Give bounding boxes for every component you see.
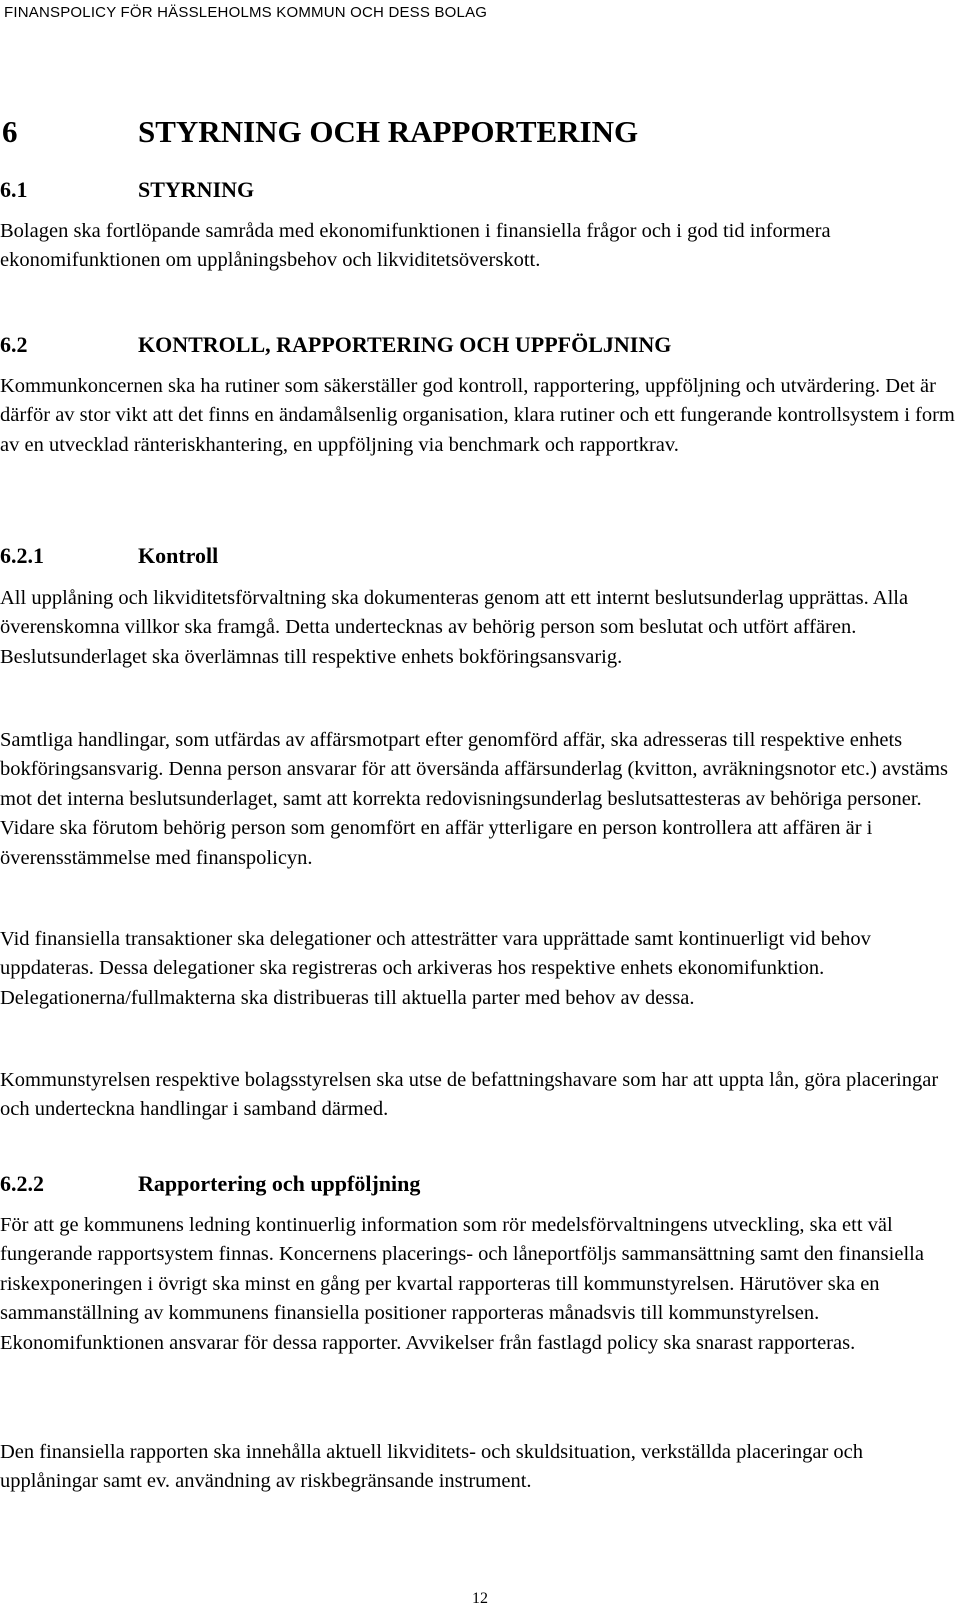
section-title: Rapportering och uppföljning xyxy=(138,1171,421,1196)
section-number: 6.2.1 xyxy=(0,543,44,568)
paragraph: All upplåning och likviditetsförvaltning ska dokumenteras genom att ett internt beslutsunderlag upprättas. Alla överenskomna villkor ska framgå. Detta undertecknas av behörig person som beslutat och utfört affären. Beslutsunderlaget ska överlämnas till respektive enhets bokföringsansvarig. xyxy=(0,587,909,668)
section-number: 6 xyxy=(2,114,18,149)
paragraph: Bolagen ska fortlöpande samråda med ekonomifunktionen i finansiella frågor och i god tid informera ekonomifunktionen om upplåningsbehov och likviditetsöverskott. xyxy=(0,220,831,272)
section-title: Kontroll xyxy=(138,543,219,568)
section-title: STYRNING xyxy=(138,177,255,202)
paragraph: Kommunstyrelsen respektive bolagsstyrelsen ska utse de befattningshavare som har att uppta lån, göra placeringar och underteckna handlingar i samband därmed. xyxy=(0,1069,939,1121)
page-number: 12 xyxy=(472,1590,488,1607)
section-number: 6.1 xyxy=(0,177,28,202)
paragraph: Vid finansiella transaktioner ska delegationer och attesträtter vara upprättade samt kontinuerligt vid behov uppdateras. Dessa delegationer ska registreras och arkiveras hos respektive enhets ekonomifunktion. Delegationerna/fullmakterna ska distribueras till aktuella parter med behov av dessa. xyxy=(0,928,871,1009)
paragraph: Den finansiella rapporten ska innehålla aktuell likviditets- och skuldsituation, verkställda placeringar och upplåningar samt ev. användning av riskbegränsande instrument. xyxy=(0,1441,864,1493)
section-number: 6.2 xyxy=(0,332,28,357)
section-number: 6.2.2 xyxy=(0,1171,44,1196)
paragraph: För att ge kommunens ledning kontinuerlig information som rör medelsförvaltningens utveckling, ska ett väl fungerande rapportsystem finnas. Koncernens placerings- och låneportföljs sammansättning samt den finansiella riskexponeringen i övrigt ska minst en gång per kvartal rapporteras till kommunstyrelsen. Härutöver ska en sammanställning av kommunens finansiella positioner rapporteras månadsvis till kommunstyrelsen. Ekonomifunktionen ansvarar för dessa rapporter. Avvikelser från fastlagd policy ska snarast rapporteras. xyxy=(0,1214,924,1354)
paragraph: Kommunkoncernen ska ha rutiner som säkerställer god kontroll, rapportering, uppföljning och utvärdering. Det är därför av stor vikt att det finns en ändamålsenlig organisation, klara rutiner och ett fungerande kontrollsystem i form av en utvecklad ränteriskhantering, en uppföljning via benchmark och rapportkrav. xyxy=(0,375,955,456)
section-title: STYRNING OCH RAPPORTERING xyxy=(138,114,639,149)
section-title: KONTROLL, RAPPORTERING OCH UPPFÖLJNING xyxy=(138,332,672,357)
running-header: FINANSPOLICY FÖR HÄSSLEHOLMS KOMMUN OCH DESS BOLAG xyxy=(4,4,488,21)
paragraph: Samtliga handlingar, som utfärdas av affärsmotpart efter genomförd affär, ska adresseras till respektive enhets bokföringsansvarig. Denna person ansvarar för att översända affärsunderlag (kvitton, avräkningsnotor etc.) avstäms mot det interna beslutsunderlaget, samt att korrekta redovisningsunderlag beslutsattesteras av behöriga personer. Vidare ska förutom behörig person som genomfört en affär ytterligare en person kontrollera att affären är i överensstämmelse med finanspolicyn. xyxy=(0,729,949,869)
